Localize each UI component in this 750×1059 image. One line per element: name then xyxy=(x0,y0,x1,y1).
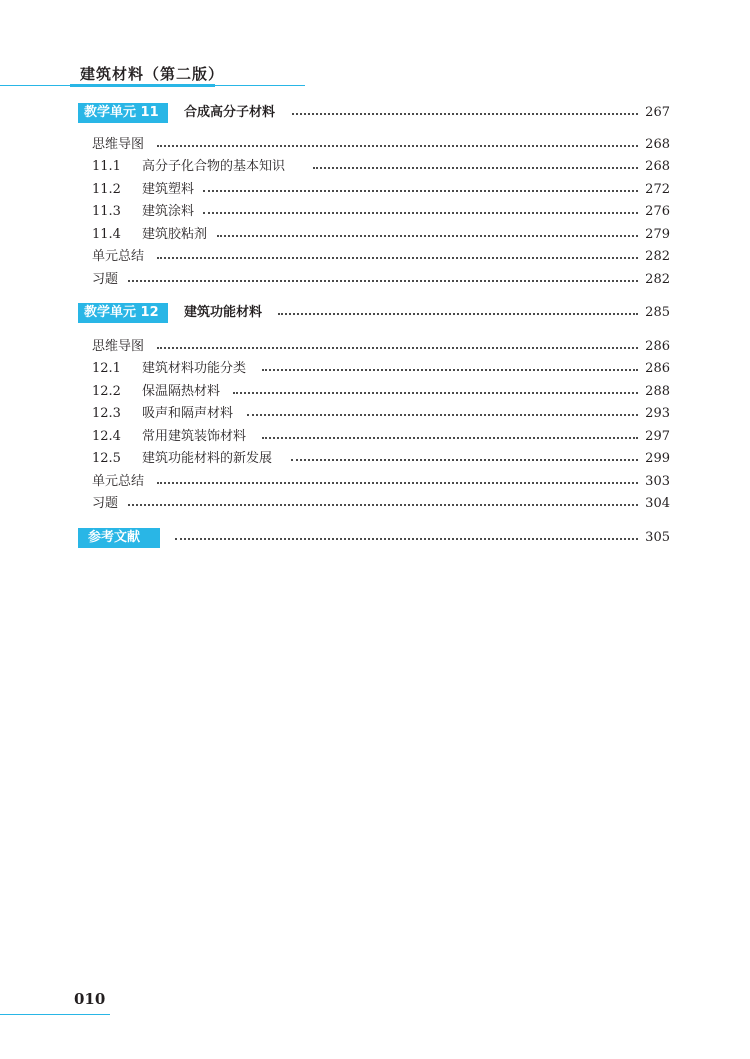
page-ref: 285 xyxy=(645,305,670,320)
header-rule xyxy=(0,85,305,86)
footer-rule xyxy=(0,1014,110,1015)
section-number: 11.3 xyxy=(92,204,121,219)
page-ref: 282 xyxy=(645,249,670,264)
dot-leader xyxy=(262,369,638,371)
page-ref: 299 xyxy=(645,451,670,466)
dot-leader xyxy=(217,235,638,237)
unit-badge: 教学单元 12 xyxy=(78,303,168,323)
section-number: 11.2 xyxy=(92,182,121,197)
toc-entry[interactable] xyxy=(0,382,750,402)
dot-leader xyxy=(157,347,638,349)
entry-title: 习题 xyxy=(92,272,119,287)
entry-title: 单元总结 xyxy=(92,474,145,489)
page-ref: 286 xyxy=(645,361,670,376)
dot-leader xyxy=(247,414,638,416)
toc-entry[interactable] xyxy=(0,449,750,469)
page-ref: 272 xyxy=(645,182,670,197)
page-ref: 305 xyxy=(645,530,670,545)
toc-entry[interactable] xyxy=(0,472,750,492)
dot-leader xyxy=(128,280,638,282)
page-ref: 297 xyxy=(645,429,670,444)
section-number: 11.1 xyxy=(92,159,121,174)
toc-entry[interactable] xyxy=(0,157,750,177)
toc-unit-heading[interactable] xyxy=(0,103,750,123)
dot-leader xyxy=(278,313,638,315)
section-number: 12.5 xyxy=(92,451,121,466)
entry-title: 建筑材料功能分类 xyxy=(142,361,247,376)
toc-entry[interactable] xyxy=(0,404,750,424)
book-title: 建筑材料（第二版） xyxy=(80,65,225,83)
page-ref: 279 xyxy=(645,227,670,242)
page-ref: 268 xyxy=(645,159,670,174)
toc-entry[interactable] xyxy=(0,225,750,245)
toc-entry[interactable] xyxy=(0,202,750,222)
dot-leader xyxy=(157,482,638,484)
entry-title: 高分子化合物的基本知识 xyxy=(142,159,286,174)
toc-entry[interactable] xyxy=(0,247,750,267)
toc-entry[interactable] xyxy=(0,270,750,290)
page-ref: 288 xyxy=(645,384,670,399)
page-ref: 303 xyxy=(645,474,670,489)
unit-title: 合成高分子材料 xyxy=(184,105,276,120)
toc-entry[interactable] xyxy=(0,337,750,357)
section-number: 12.4 xyxy=(92,429,121,444)
entry-title: 单元总结 xyxy=(92,249,145,264)
entry-title: 思维导图 xyxy=(92,339,145,354)
page-ref: 304 xyxy=(645,496,670,511)
page-ref: 276 xyxy=(645,204,670,219)
dot-leader xyxy=(203,212,638,214)
unit-title: 建筑功能材料 xyxy=(184,305,263,320)
entry-title: 保温隔热材料 xyxy=(142,384,221,399)
references-badge: 参考文献 xyxy=(78,528,160,548)
toc-entry[interactable] xyxy=(0,135,750,155)
page-ref: 267 xyxy=(645,105,670,120)
entry-title: 习题 xyxy=(92,496,119,511)
section-number: 12.3 xyxy=(92,406,121,421)
unit-badge: 教学单元 11 xyxy=(78,103,168,123)
entry-title: 吸声和隔声材料 xyxy=(142,406,234,421)
entry-title: 建筑功能材料的新发展 xyxy=(142,451,273,466)
dot-leader xyxy=(233,392,638,394)
section-number: 12.2 xyxy=(92,384,121,399)
entry-title: 常用建筑装饰材料 xyxy=(142,429,247,444)
section-number: 11.4 xyxy=(92,227,121,242)
dot-leader xyxy=(175,538,638,540)
toc-entry[interactable] xyxy=(0,427,750,447)
section-number: 12.1 xyxy=(92,361,121,376)
dot-leader xyxy=(157,257,638,259)
page-ref: 286 xyxy=(645,339,670,354)
page-ref: 282 xyxy=(645,272,670,287)
toc-entry[interactable] xyxy=(0,359,750,379)
dot-leader xyxy=(128,504,638,506)
toc-entry[interactable] xyxy=(0,180,750,200)
entry-title: 建筑胶粘剂 xyxy=(142,227,208,242)
toc-unit-heading[interactable] xyxy=(0,303,750,323)
dot-leader xyxy=(292,113,638,115)
entry-title: 建筑涂料 xyxy=(142,204,195,219)
dot-leader xyxy=(157,145,638,147)
dot-leader xyxy=(291,459,638,461)
dot-leader xyxy=(313,167,638,169)
dot-leader xyxy=(262,437,638,439)
entry-title: 建筑塑料 xyxy=(142,182,195,197)
page-ref: 293 xyxy=(645,406,670,421)
page-number: 010 xyxy=(74,990,106,1008)
page-ref: 268 xyxy=(645,137,670,152)
dot-leader xyxy=(203,190,638,192)
entry-title: 思维导图 xyxy=(92,137,145,152)
toc-entry[interactable] xyxy=(0,494,750,514)
toc-references[interactable] xyxy=(0,528,750,548)
